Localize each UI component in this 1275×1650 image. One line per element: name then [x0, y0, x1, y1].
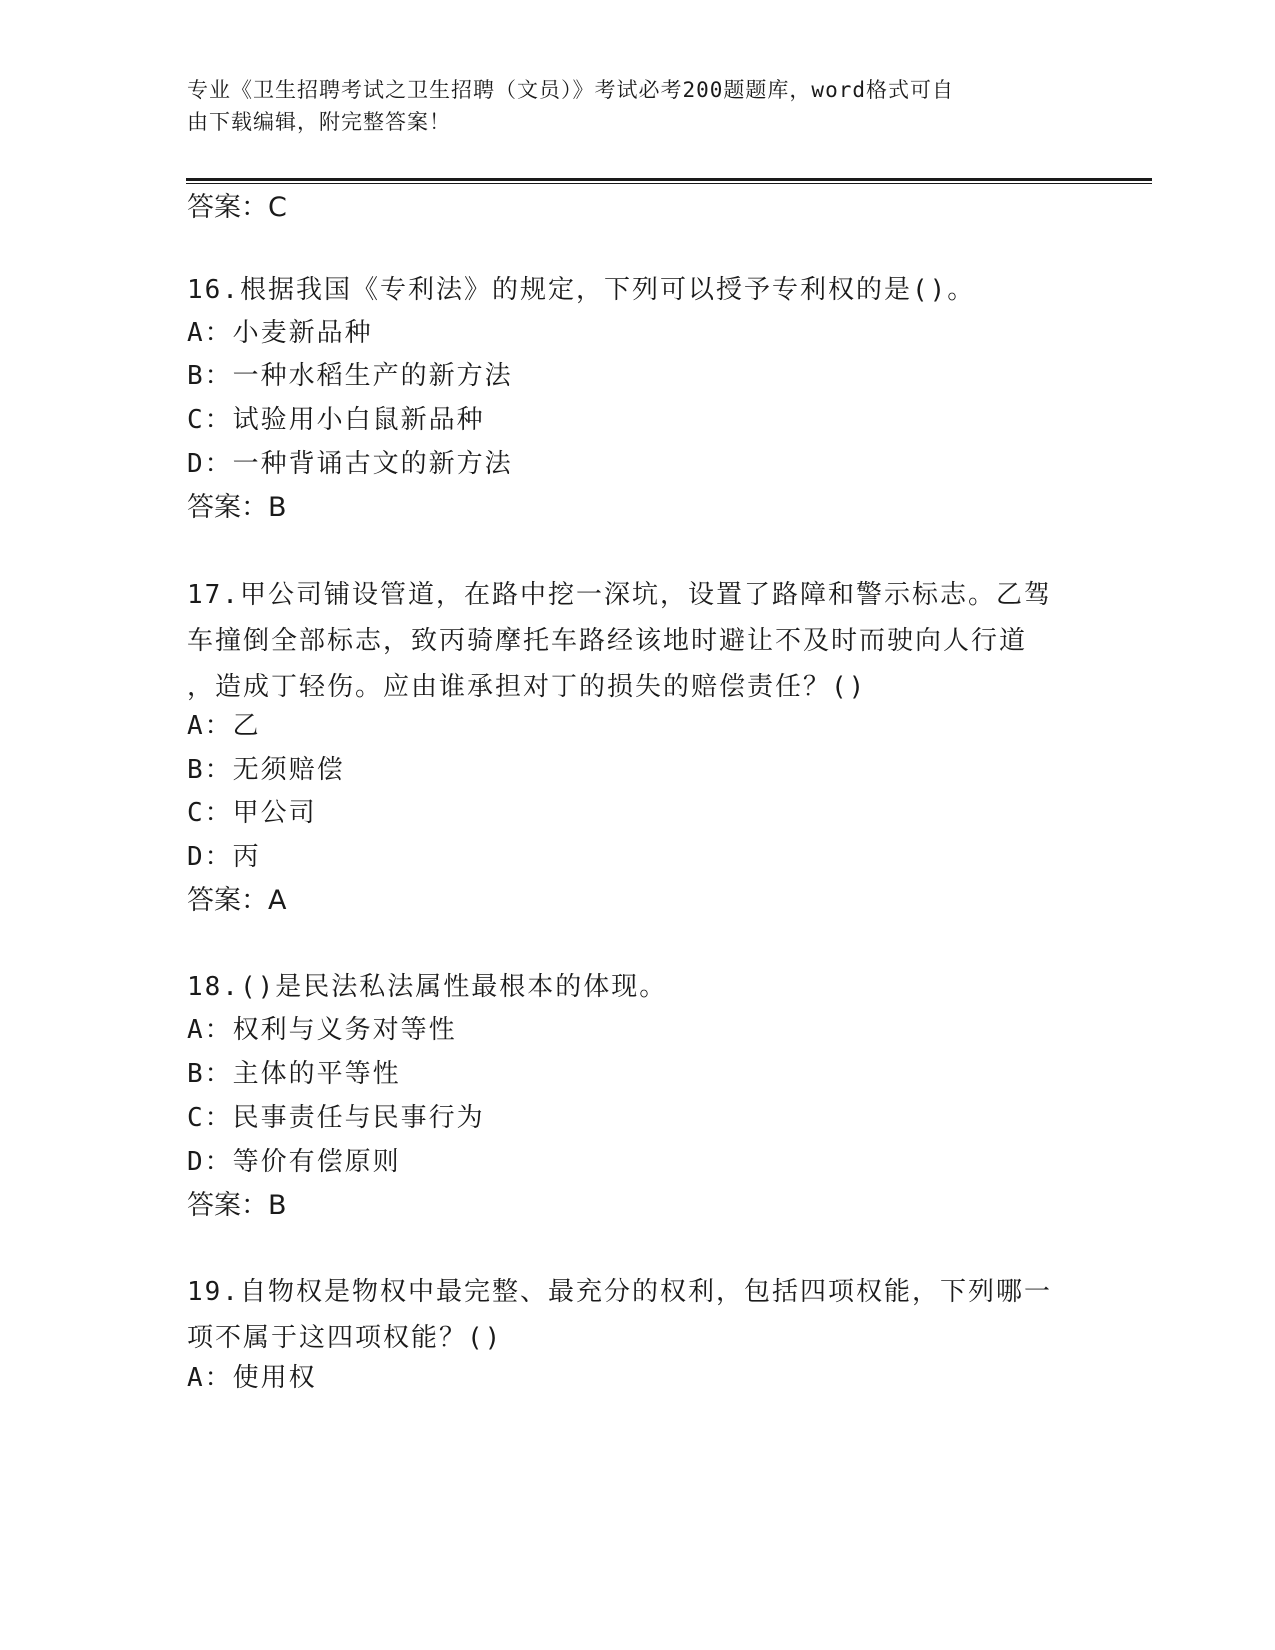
answer: 答案：B [187, 1190, 287, 1221]
option-a: A：小麦新品种 [187, 318, 373, 348]
question-text: 车撞倒全部标志，致丙骑摩托车路经该地时避让不及时而驶向人行道 [187, 626, 1028, 656]
option-d: D：一种背诵古文的新方法 [187, 449, 513, 479]
header-rule-thin [186, 183, 1152, 184]
question-text: 项不属于这四项权能？() [187, 1323, 503, 1353]
question-text: 16.根据我国《专利法》的规定，下列可以授予专利权的是()。 [187, 275, 976, 305]
question-text: ，造成丁轻伤。应由谁承担对丁的损失的赔偿责任？() [187, 672, 867, 702]
question-17 [187, 572, 1087, 710]
header-rule [186, 178, 1152, 181]
header-line: 由下载编辑，附完整答案！ [187, 110, 451, 134]
option-a: A：使用权 [187, 1363, 317, 1393]
option-b: B：一种水稻生产的新方法 [187, 361, 513, 391]
question-18 [187, 964, 1087, 1010]
question-text: 17.甲公司铺设管道，在路中挖一深坑，设置了路障和警示标志。乙驾 [187, 580, 1052, 610]
document-header [187, 74, 1087, 138]
answer: 答案：B [187, 492, 287, 523]
option-a: A：权利与义务对等性 [187, 1015, 457, 1045]
question-text: 18.()是民法私法属性最根本的体现。 [187, 972, 668, 1002]
option-d: D：等价有偿原则 [187, 1147, 401, 1177]
question-19 [187, 1269, 1087, 1361]
option-b: B：无须赔偿 [187, 755, 345, 785]
question-16 [187, 267, 1087, 313]
option-c: C：民事责任与民事行为 [187, 1103, 485, 1133]
option-d: D：丙 [187, 842, 261, 872]
question-text: 19.自物权是物权中最完整、最充分的权利，包括四项权能，下列哪一 [187, 1277, 1052, 1307]
option-c: C：试验用小白鼠新品种 [187, 405, 485, 435]
option-a: A：乙 [187, 711, 261, 741]
answer-prev: 答案：C [187, 192, 287, 223]
header-line: 专业《卫生招聘考试之卫生招聘（文员）》考试必考200题题库，word格式可自 [187, 78, 954, 102]
option-b: B：主体的平等性 [187, 1059, 401, 1089]
option-c: C：甲公司 [187, 798, 317, 828]
answer: 答案：A [187, 885, 287, 916]
